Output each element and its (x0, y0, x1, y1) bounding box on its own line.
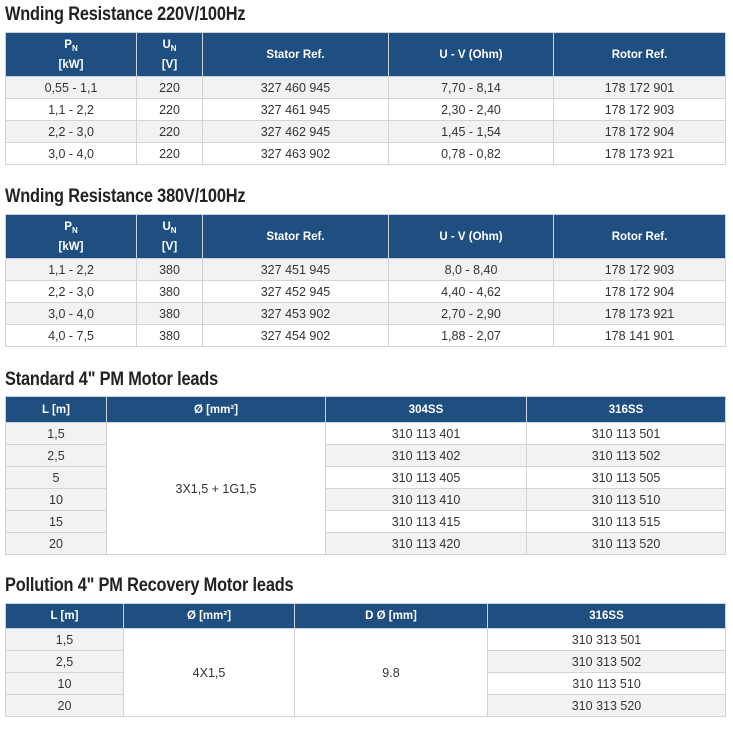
header-diameter: Ø [mm²] (107, 397, 326, 423)
table-row: 3,0 - 4,0 380 327 453 902 2,70 - 2,90 178 173 921 (6, 303, 726, 325)
header-uv: U - V (Ohm) (389, 33, 554, 77)
table-row: 1,1 - 2,2 380 327 451 945 8,0 - 8,40 178 172 903 (6, 259, 726, 281)
header-stator: Stator Ref. (203, 33, 389, 77)
header-stator: Stator Ref. (203, 215, 389, 259)
table4-title: Pollution 4" PM Recovery Motor leads (5, 575, 294, 596)
winding-resistance-220v-table (5, 32, 726, 165)
table2-title: Wnding Resistance 380V/100Hz (5, 186, 246, 207)
table-row: 10 310 113 510 (6, 673, 726, 695)
header-316ss: 316SS (527, 397, 726, 423)
table-row: 0,55 - 1,1 220 327 460 945 7,70 - 8,14 178 172 901 (6, 77, 726, 99)
table-row: 4,0 - 7,5 380 327 454 902 1,88 - 2,07 178 141 901 (6, 325, 726, 347)
table-row: 1,5 3X1,5 + 1G1,5 310 113 401 310 113 501 (6, 423, 726, 445)
header-pn: $P_N$ [kW] (6, 215, 137, 259)
header-outer-diameter: D Ø [mm] (295, 604, 488, 629)
table-row: 15 310 113 415 310 113 515 (6, 511, 726, 533)
table-row: 2,5 310 313 502 (6, 651, 726, 673)
standard-motor-leads-table (5, 396, 726, 555)
header-length: L [m] (6, 397, 107, 423)
table-row: 20 310 313 520 (6, 695, 726, 717)
table-row: 20 310 113 420 310 113 520 (6, 533, 726, 555)
header-length: L [m] (6, 604, 124, 629)
table-row: 5 310 113 405 310 113 505 (6, 467, 726, 489)
header-304ss: 304SS (326, 397, 527, 423)
recovery-motor-leads-table (5, 603, 726, 717)
table3-title: Standard 4" PM Motor leads (5, 369, 219, 390)
table1-title: Wnding Resistance 220V/100Hz (5, 4, 246, 25)
cable-spec: 4X1,5 (124, 629, 295, 717)
header-rotor: Rotor Ref. (554, 215, 726, 259)
header-pn: $P_N$ [kW] (6, 33, 137, 77)
header-uv: U - V (Ohm) (389, 215, 554, 259)
table-row: 10 310 113 410 310 113 510 (6, 489, 726, 511)
header-un: $U_N$ [V] (137, 33, 203, 77)
header-diameter: Ø [mm²] (124, 604, 295, 629)
header-rotor: Rotor Ref. (554, 33, 726, 77)
header-un: $U_N$ [V] (137, 215, 203, 259)
table-row: 1,1 - 2,2 220 327 461 945 2,30 - 2,40 178 172 903 (6, 99, 726, 121)
table-row: 2,5 310 113 402 310 113 502 (6, 445, 726, 467)
outer-diameter-value: 9.8 (295, 629, 488, 717)
table-row: 2,2 - 3,0 220 327 462 945 1,45 - 1,54 178 172 904 (6, 121, 726, 143)
table-row: 3,0 - 4,0 220 327 463 902 0,78 - 0,82 178 173 921 (6, 143, 726, 165)
header-316ss: 316SS (488, 604, 726, 629)
cable-spec: 3X1,5 + 1G1,5 (107, 423, 326, 555)
table-row: 2,2 - 3,0 380 327 452 945 4,40 - 4,62 178 172 904 (6, 281, 726, 303)
winding-resistance-380v-table (5, 214, 726, 347)
table-row: 1,5 4X1,5 9.8 310 313 501 (6, 629, 726, 651)
